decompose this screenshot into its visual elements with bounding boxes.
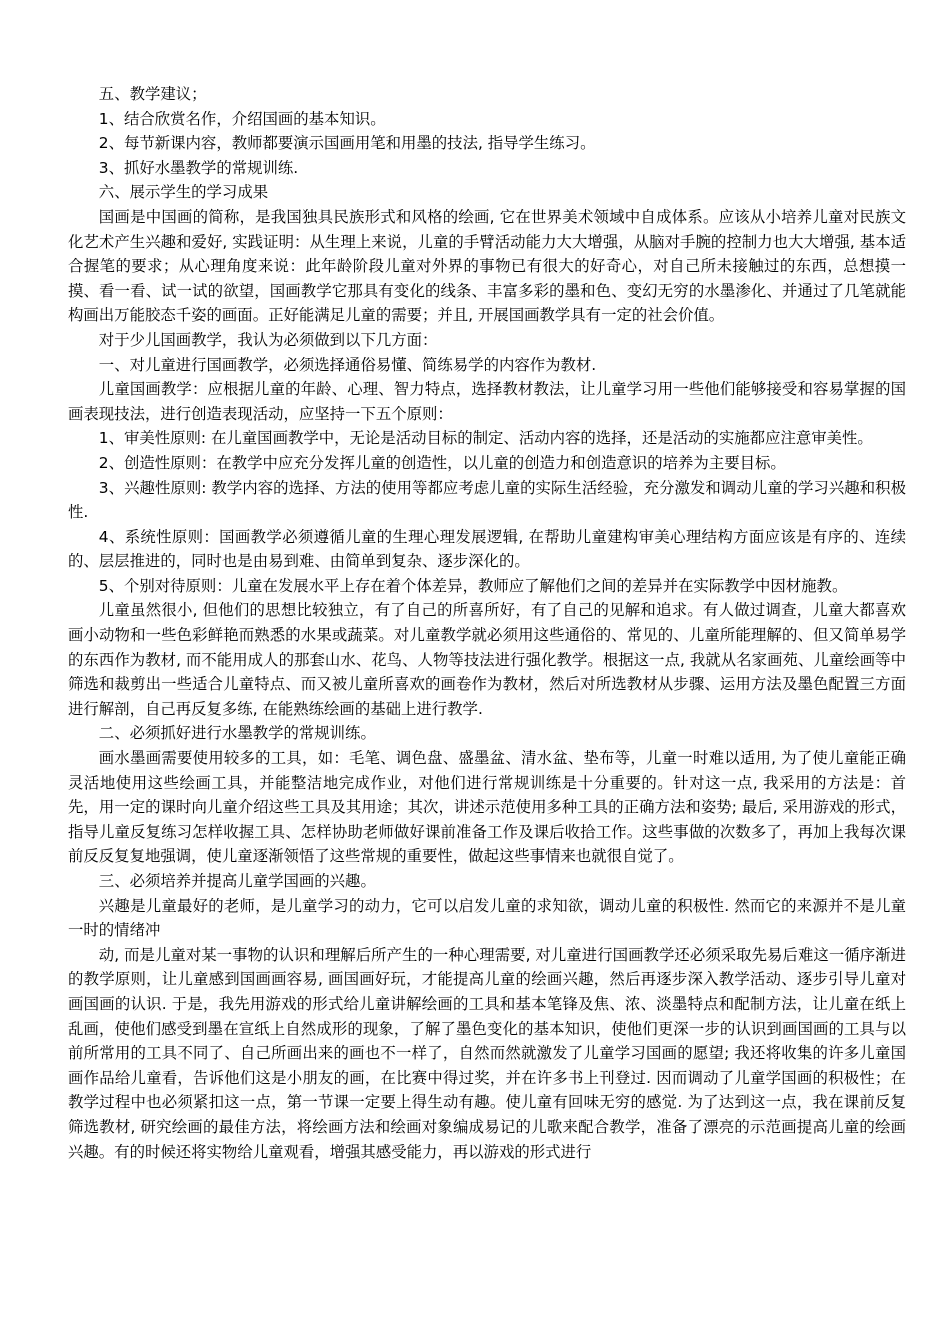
heading-section-two: 二、必须抓好进行水墨教学的常规训练。 [98,724,376,743]
principle-aesthetic: 1、审美性原则: 在儿童国画教学中，无论是活动目标的制定、活动内容的选择，还是活动的实施都应注意审美性。 [98,429,873,448]
principle-creativity: 2、创造性原则：在教学中应充分发挥儿童的创造性，以儿童的创造力和创造意识的培养为主要目标。 [98,453,786,472]
paragraph-tools-training: 画水墨画需要使用较多的工具，如：毛笔、调色盘、盛墨盆、清水盆、垫布等，儿童一时难以适用, 为了使儿童能正确灵活地使用这些绘画工具，并能整洁地完成作业，对他们进行常规训练是十分重要的。针对这一点, 我采用的方法是：首先，用一定的课时向儿童介绍这些工具及其用途；其次，讲述示范使用多种工具的正确方法和姿势; 最后, 采用游戏的形式，指导儿童反复练习怎样收握工具、怎样协助老师做好课前准备工作及课后收拾工作。这些事做的次数多了，再加上我每次课前反反复复地强调，使儿童逐渐领悟了这些常规的重要性，做起这些事情来也就很自觉了。 [68,749,906,866]
paragraph-interest-method: 动, 而是儿童对某一事物的认识和理解后所产生的一种心理需要, 对儿童进行国画教学还必须采取先易后难这一循序渐进的教学原则，让儿童感到国画画容易, 画国画好玩，才能提高儿童的绘画兴趣，然后再逐步深入教学活动、逐步引导儿童对画国画的认识. 于是，我先用游戏的形式给儿童讲解绘画的工具和基本笔锋及焦、浓、淡墨特点和配制方法，让儿童在纸上乱画，使他们感受到墨在宣纸上自然成形的现象，了解了墨色变化的基本知识，使他们更深一步的认识到画国画的工具与以前所常用的工具不同了、自己所画出来的画也不一样了，自然而然就激发了儿童学习国画的愿望; 我还将收集的许多儿童国画作品给儿童看，告诉他们这是小朋友的画，在比赛中得过奖，并在许多书上刊登过. 因而调动了儿童学国画的积极性；在教学过程中也必须紧扣这一点，第一节课一定要上得生动有趣。使儿童有回味无穷的感觉. 为了达到这一点，我在课前反复筛选教材, 研究绘画的最佳方法，将绘画方法和绘画对象编成易记的儿歌来配合教学，准备了漂亮的示范画提高儿童的绘画兴趣。有的时候还将实物给儿童观看，增强其感受能力，再以游戏的形式进行 [68,945,906,1161]
paragraph-interest-source: 兴趣是儿童最好的老师，是儿童学习的动力，它可以启发儿童的求知欲，调动儿童的积极性. 然而它的来源并不是儿童一时的情绪冲 [68,896,906,940]
suggestion-item-2: 2、每节新课内容，教师都要演示国画用笔和用墨的技法, 指导学生练习。 [98,134,596,153]
document-page [68,82,906,1164]
paragraph-children-teaching: 儿童国画教学：应根据儿童的年龄、心理、智力特点，选择教材教法，让儿童学习用一些他们能够接受和容易掌握的国画表现技法，进行创造表现活动，应坚持一下五个原则： [68,380,906,423]
suggestion-item-1: 1、结合欣赏名作，介绍国画的基本知识。 [98,109,386,128]
principle-individual: 5、个别对待原则：儿童在发展水平上存在着个体差异，教师应了解他们之间的差异并在实际教学中因材施教。 [98,576,848,595]
principle-systematic: 4、系统性原则：国画教学必须遵循儿童的生理心理发展逻辑, 在帮助儿童建构审美心理结构方面应该是有序的、连续的、层层推进的，同时也是由易到难、由简单到复杂、逐步深化的。 [68,527,906,571]
suggestion-item-3: 3、抓好水墨教学的常规训练. [98,158,299,177]
paragraph-children-preferences: 儿童虽然很小, 但他们的思想比较独立，有了自己的所喜所好，有了自己的见解和追求。有人做过调查，儿童大都喜欢画小动物和一些色彩鲜艳而熟悉的水果或蔬菜。对儿童教学就必须用这些通俗的、常见的、儿童所能理解的、但又简单易学的东西作为教材, 而不能用成人的那套山水、花鸟、人物等技法进行强化教学。根据这一点, 我就从名家画苑、儿童绘画等中筛选和裁剪出一些适合儿童特点、而又被儿童所喜欢的画卷作为教材，然后对所选教材从步骤、运用方法及墨色配置三方面进行解剖，自己再反复多练, 在能熟练绘画的基础上进行教学. [68,601,906,718]
paragraph-guohua-intro: 国画是中国画的简称，是我国独具民族形式和风格的绘画, 它在世界美术领域中自成体系。应该从小培养儿童对民族文化艺术产生兴趣和爱好, 实践证明：从生理上来说，儿童的手臂活动能力大大增强，从脑对手腕的控制力也大大增强, 基本适合握笔的要求；从心理角度来说：此年龄阶段儿童对外界的事物已有很大的好奇心，对自己所未接触过的东西，总想摸一摸、看一看、试一试的欲望，国画教学它那具有变化的线条、丰富多彩的墨和色、变幻无穷的水墨渗化、并通过了几笔就能构画出万能胶态千姿的画面。正好能满足儿童的需要；并且, 开展国画教学具有一定的社会价值。 [68,207,906,325]
paragraph-requirements-intro: 对于少儿国画教学，我认为必须做到以下几方面： [98,330,438,349]
heading-teaching-suggestions: 五、教学建议； [98,85,207,103]
heading-section-three: 三、必须培养并提高儿童学国画的兴趣。 [98,872,376,890]
heading-section-one: 一、对儿童进行国画教学，必须选择通俗易懂、简练易学的内容作为教材. [98,355,597,374]
principle-interest: 3、兴趣性原则: 教学内容的选择、方法的使用等都应考虑儿童的实际生活经验，充分激发和调动儿童的学习兴趣和积极性. [68,478,906,522]
heading-student-results: 六、展示学生的学习成果 [98,183,269,202]
